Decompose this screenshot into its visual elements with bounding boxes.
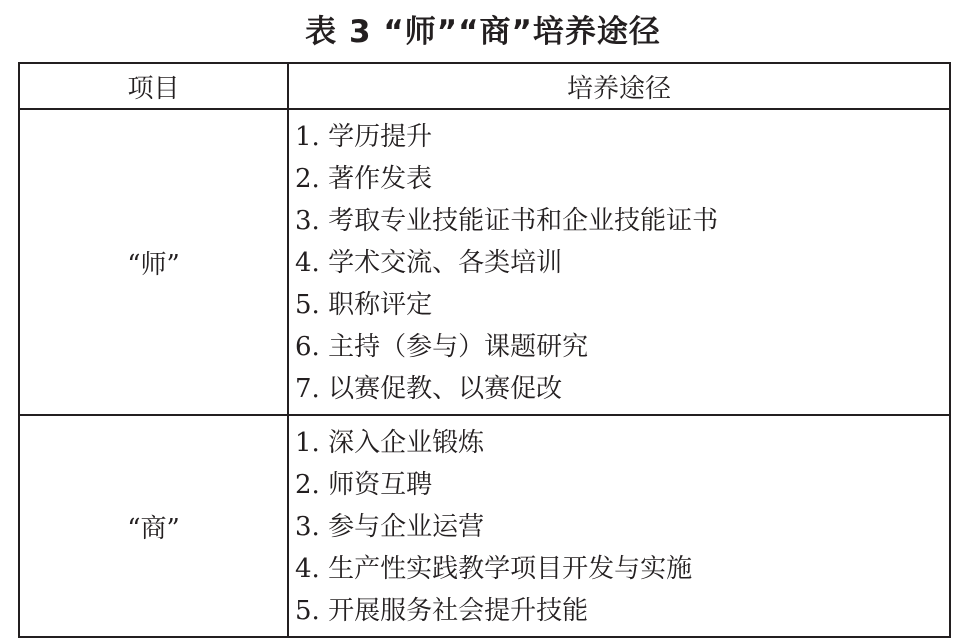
table-title: 表 3 “师”“商”培养途径 — [305, 14, 661, 50]
table-header-row — [19, 63, 950, 109]
list-item: 2. 师资互聘 — [295, 470, 433, 500]
paths-cell-shi — [288, 109, 950, 415]
column-header-item: 项目 — [19, 63, 288, 109]
training-paths-table — [18, 62, 951, 638]
paths-list-shi — [295, 110, 949, 414]
list-item: 6. 主持（参与）课题研究 — [295, 332, 589, 362]
list-item: 4. 生产性实践教学项目开发与实施 — [295, 554, 693, 584]
list-item: 7. 以赛促教、以赛促改 — [295, 374, 563, 404]
list-item: 5. 开展服务社会提升技能 — [295, 596, 589, 626]
table-row-shang — [19, 415, 950, 637]
list-item: 2. 著作发表 — [295, 164, 433, 194]
table-row-shi — [19, 109, 950, 415]
list-item: 1. 学历提升 — [295, 122, 433, 152]
list-item: 3. 考取专业技能证书和企业技能证书 — [295, 206, 719, 236]
paths-list-shang — [295, 416, 949, 636]
list-item: 3. 参与企业运营 — [295, 512, 485, 542]
list-item: 5. 职称评定 — [295, 290, 433, 320]
paths-cell-shang — [288, 415, 950, 637]
column-header-paths: 培养途径 — [288, 63, 950, 109]
item-cell-shang: “商” — [19, 415, 288, 637]
list-item: 1. 深入企业锻炼 — [295, 428, 485, 458]
list-item: 4. 学术交流、各类培训 — [295, 248, 563, 278]
item-cell-shi: “师” — [19, 109, 288, 415]
